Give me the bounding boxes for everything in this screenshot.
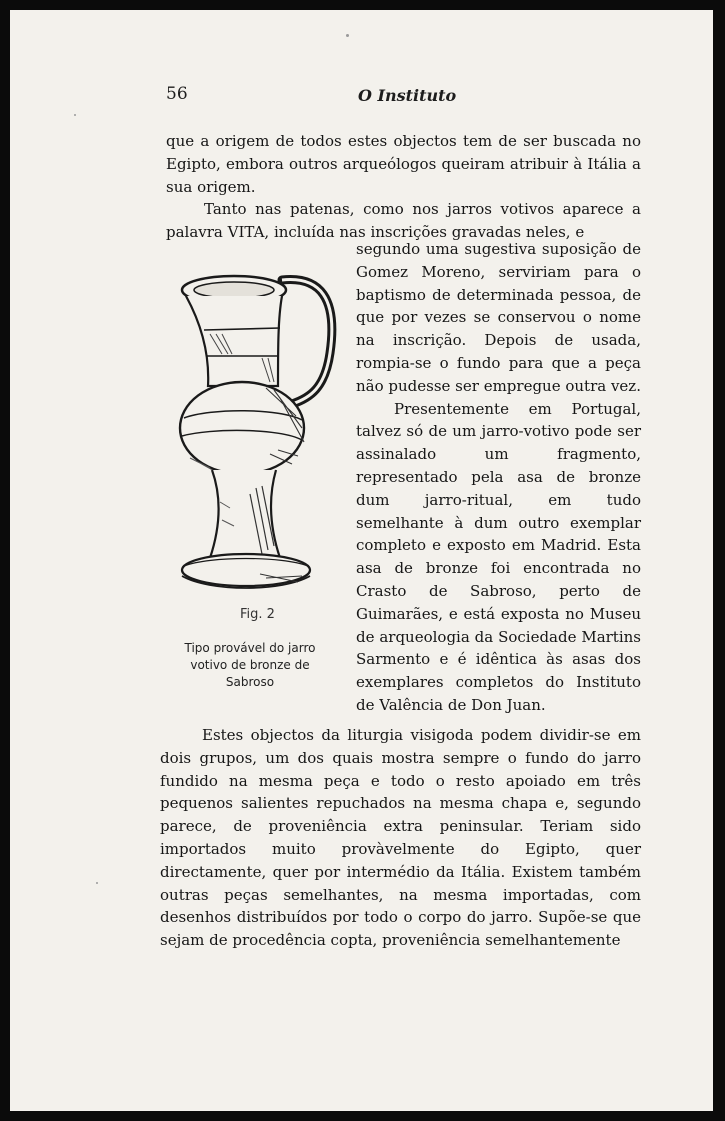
page-header (10, 82, 713, 108)
figure-jug (170, 258, 340, 613)
figure-label: Fig. 2 (240, 607, 275, 622)
page-number: 56 (166, 84, 188, 104)
right-column-text (356, 238, 641, 717)
page (10, 10, 713, 1111)
jug-illustration (170, 258, 340, 613)
paragraph-continuation: que a origem de todos estes objectos tem de ser buscada no Egipto, embora outros arqueólogos queiram atribuir à Itália a sua origem. (166, 132, 641, 196)
intro-text-block (166, 130, 641, 244)
page-speck (96, 882, 98, 884)
page-speck (74, 114, 76, 116)
page-speck (346, 34, 349, 37)
paragraph-portugal: Presentemente em Portugal, talvez só de um jarro-votivo pode ser assinalado um fragmento, representado pela asa de bronze dum jarro-ritual, em tudo semelhante à dum outro exemplar completo e exposto em Madrid. Esta asa de bronze foi encontrada no Crasto de Sabroso, perto de Guimarães, e está exposta no Museu de arqueologia da Sociedade Martins Sarmento e é idêntica às asas dos exemplares completos do Instituto de Valência de Don Juan. (356, 399, 641, 714)
paragraph-liturgia: Estes objectos da liturgia visigoda podem dividir-se em dois grupos, um dos quais mostra sempre o fundo do jarro fundido na mesma peça e todo o resto apoiado em três pequenos salientes repuchados na mesma chapa e, segundo parece, de proveniência extra peninsular. Teriam sido importados muito provàvelmente do Egipto, quer directamente, quer por intermédio da Itália. Existem também outras peças semelhantes, na mesma importadas, com desenhos distribuídos por todo o corpo do jarro. Supõe-se que sejam de procedência copta, proveniência semelhantemente (160, 726, 641, 950)
figure-caption: Tipo provável do jarro votivo de bronze de Sabroso (184, 641, 316, 689)
paragraph-vita: Tanto nas patenas, como nos jarros votivos aparece a palavra VITA, incluída nas inscrições gravadas neles, e (166, 200, 641, 242)
paragraph-gomez-moreno: segundo uma sugestiva suposição de Gomez Moreno, serviriam para o baptismo de determinada pessoa, de que por vezes se conservou o nome na inscrição. Depois de usada, rompia-se o fundo para que a peça não pudesse ser empregue outra vez. (356, 240, 641, 395)
bottom-text-block (160, 724, 641, 952)
running-title: O Instituto (358, 86, 457, 105)
